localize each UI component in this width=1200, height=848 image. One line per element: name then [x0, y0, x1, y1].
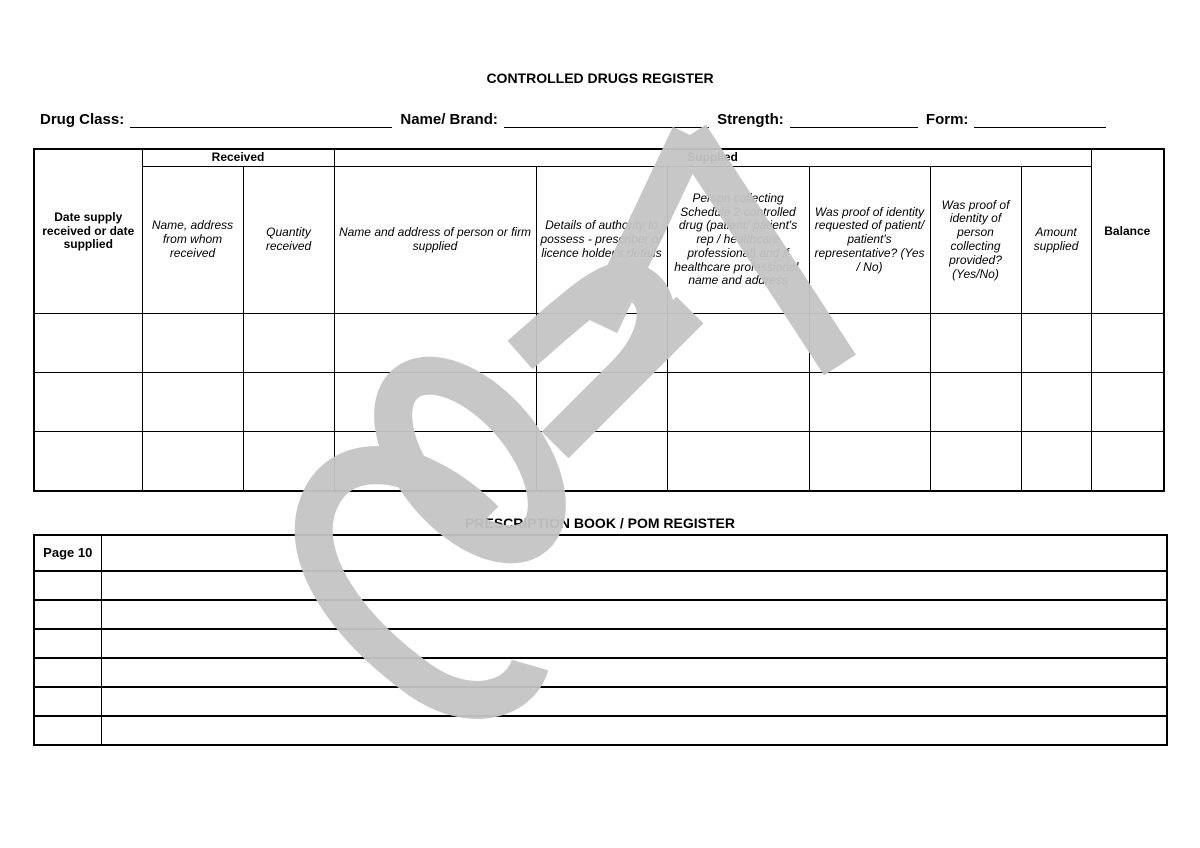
table-row — [34, 600, 1167, 629]
table-cell[interactable] — [101, 535, 1167, 571]
table-cell[interactable] — [34, 571, 101, 600]
form-field[interactable] — [974, 111, 1106, 128]
supplied-group-header: Supplied — [334, 149, 1091, 167]
table-cell[interactable] — [34, 716, 101, 745]
table-cell[interactable] — [142, 373, 243, 432]
form-label: Form: — [925, 111, 969, 128]
table-row — [34, 571, 1167, 600]
table-cell[interactable] — [536, 373, 667, 432]
proof-requested-header: Was proof of identity requested of patient/ patient's representative? (Yes / No) — [809, 167, 930, 314]
table-cell[interactable] — [334, 432, 536, 492]
supplied-to-header: Name and address of person or firm supplied — [334, 167, 536, 314]
table-cell[interactable] — [243, 432, 334, 492]
table-cell[interactable] — [34, 432, 142, 492]
table-row — [34, 687, 1167, 716]
table-cell[interactable] — [243, 373, 334, 432]
table-cell[interactable] — [142, 432, 243, 492]
drug-class-field[interactable] — [130, 111, 392, 128]
table-cell[interactable] — [930, 314, 1021, 373]
name-brand-field[interactable] — [504, 111, 709, 128]
person-collecting-header: Person collecting Schedule 2 controlled drug (patient/ patient's rep / healthcare professional) and if healthcare professional, name and address — [667, 167, 809, 314]
table-cell[interactable] — [1021, 314, 1091, 373]
table-row — [34, 535, 1167, 571]
table-cell[interactable] — [142, 314, 243, 373]
table-cell[interactable] — [101, 629, 1167, 658]
table-cell[interactable] — [34, 373, 142, 432]
controlled-drugs-table — [33, 148, 1165, 492]
name-brand-label: Name/ Brand: — [400, 111, 498, 128]
received-group-header: Received — [142, 149, 334, 167]
page-number: Page 10 — [34, 535, 101, 571]
table-cell[interactable] — [101, 716, 1167, 745]
table-cell[interactable] — [243, 314, 334, 373]
table-cell[interactable] — [34, 687, 101, 716]
table-row — [34, 716, 1167, 745]
table-cell[interactable] — [34, 658, 101, 687]
balance-header: Balance — [1091, 149, 1164, 314]
table-cell[interactable] — [1091, 314, 1164, 373]
table-cell[interactable] — [667, 373, 809, 432]
table-cell[interactable] — [1021, 432, 1091, 492]
table-cell[interactable] — [930, 432, 1021, 492]
table-cell[interactable] — [809, 432, 930, 492]
table-row — [34, 373, 1164, 432]
table-cell[interactable] — [667, 432, 809, 492]
table-cell[interactable] — [34, 629, 101, 658]
table-row — [34, 314, 1164, 373]
table-row — [34, 432, 1164, 492]
table-cell[interactable] — [809, 314, 930, 373]
page-title: CONTROLLED DRUGS REGISTER — [486, 70, 714, 86]
strength-label: Strength: — [717, 111, 784, 128]
table-cell[interactable] — [101, 600, 1167, 629]
authority-header: Details of authority to possess - prescriber or licence holder's details — [536, 167, 667, 314]
strength-field[interactable] — [790, 111, 918, 128]
table-cell[interactable] — [101, 658, 1167, 687]
table-row — [34, 658, 1167, 687]
prescription-book-title: PRESCRIPTION BOOK / POM REGISTER — [465, 515, 735, 531]
date-header: Date supply received or date supplied — [34, 149, 142, 314]
amount-supplied-header: Amount supplied — [1021, 167, 1091, 314]
table-cell[interactable] — [101, 571, 1167, 600]
table-cell[interactable] — [1091, 432, 1164, 492]
table-cell[interactable] — [334, 373, 536, 432]
table-cell[interactable] — [809, 373, 930, 432]
table-cell[interactable] — [34, 314, 142, 373]
table-cell[interactable] — [930, 373, 1021, 432]
table-cell[interactable] — [34, 600, 101, 629]
table-cell[interactable] — [1091, 373, 1164, 432]
drug-fields — [40, 111, 1110, 128]
table-cell[interactable] — [334, 314, 536, 373]
quantity-received-header: Quantity received — [243, 167, 334, 314]
table-cell[interactable] — [536, 314, 667, 373]
table-row — [34, 629, 1167, 658]
table-cell[interactable] — [667, 314, 809, 373]
drug-class-label: Drug Class: — [40, 111, 125, 128]
table-cell[interactable] — [536, 432, 667, 492]
proof-provided-header: Was proof of identity of person collecting provided? (Yes/No) — [930, 167, 1021, 314]
received-from-header: Name, address from whom received — [142, 167, 243, 314]
table-cell[interactable] — [101, 687, 1167, 716]
table-cell[interactable] — [1021, 373, 1091, 432]
prescription-book-table — [33, 534, 1168, 746]
